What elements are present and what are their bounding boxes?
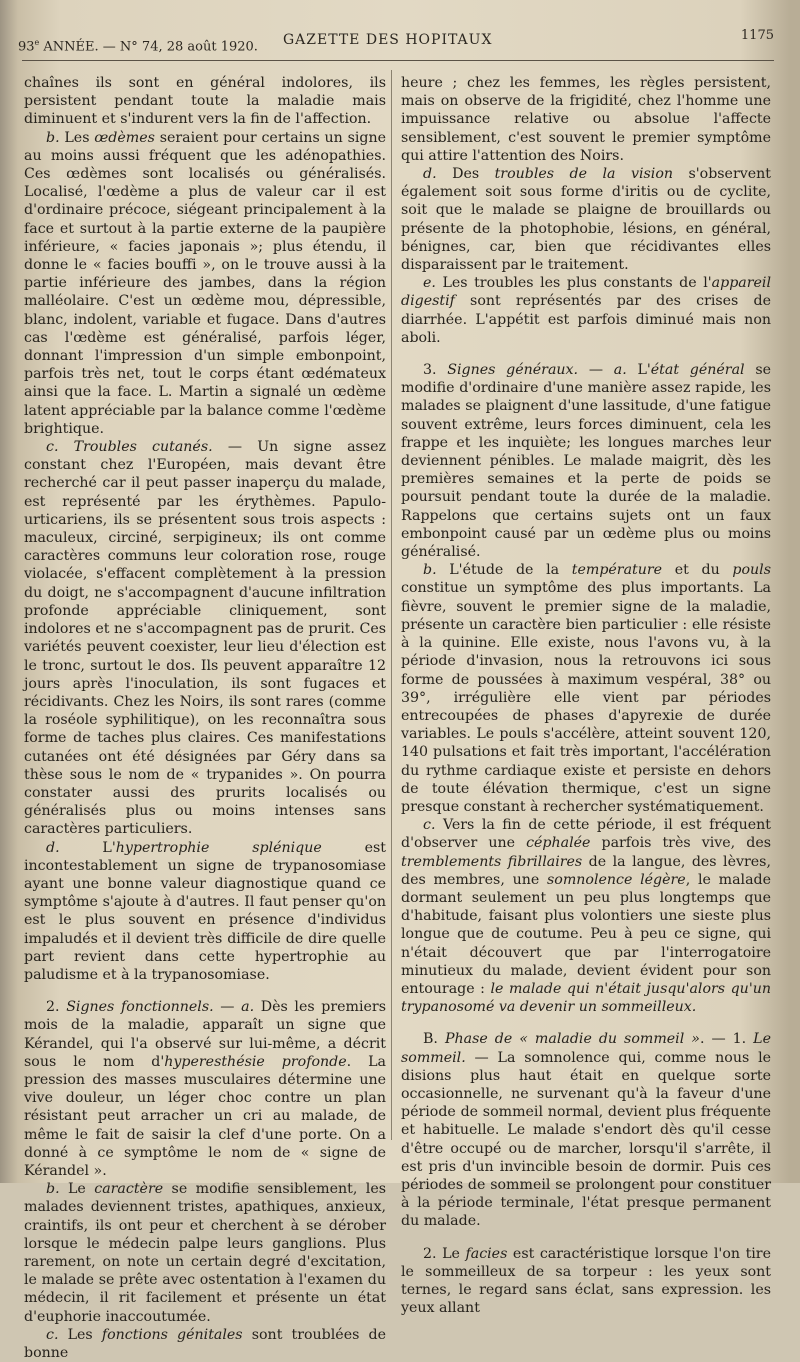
paragraph-r2: d. Des troubles de la vision s'observent également soit sous forme d'iritis ou de cyclite, soit que le malade se plaigne de brouillards ou présente de la photophobie, lésions, en général, bénignes, car, bien que récidivantes elles disparaissent par le traitement. — [401, 166, 771, 274]
paragraph-l3: c. Troubles cutanés. — Un signe assez constant chez l'Européen, mais devant être recherché car il peut passer inaperçu du malade, est représenté par les érythèmes. Papulo-urticariens, ils se présentent sous trois aspects : maculeux, circiné, serpigineux; ils ont comme caractères communs leur coloration rose, rouge violacée, s'effacent complètement à la pression du doigt, ne s'accompagnent d'aucune infiltration profonde appréciable cliniquement, sont indolores et ne s'accompagnent pas de prurit. Ces variétés peuvent coexister, leur lieu d'élection est le tronc, surtout le dos. Ils peuvent apparaître 12 jours après l'inoculation, ils sont fugaces et récidivants. Chez les Noirs, ils sont rares (comme la roséole syphilitique), on les reconnaîtra sous forme de taches plus claires. Ces manifestations cutanées ont été désignées par Géry dans sa thèse sous le nom de « trypanides ». On pourra constater aussi des prurits localisés ou généralisés plus ou moins intenses sans caractères particuliers. — [24, 439, 386, 838]
paragraph-r7: B. Phase de « maladie du sommeil ». — 1. Le sommeil. — La somnolence qui, comme nous le disions plus haut était en quelque sorte occasionnelle, ne survenant qu'à la faveur d'une période de sommeil normal, devient plus fréquente et habituelle. Le malade s'endort dès qu'il cesse d'être occupé ou de marcher, lorsqu'il s'arrête, il est pris d'un invincible besoin de dormir. Puis ces périodes de sommeil se prolongent pour constituer à la période terminale, l'état presque permanent du malade. — [401, 1031, 771, 1230]
journal-title: GAZETTE DES HOPITAUX — [283, 32, 493, 48]
left-column — [24, 74, 386, 1362]
issue-label: ANNÉE. — N° 74, 28 août 1920. — [39, 39, 258, 55]
paragraph-r3: e. Les troubles les plus constants de l'appareil digestif sont représentés par des crises de diarrhée. L'appétit est parfois diminué mais non aboli. — [401, 275, 771, 346]
paragraph-l7: c. Les fonctions génitales sont troublées de bonne — [24, 1326, 386, 1362]
paragraph-r1: heure ; chez les femmes, les règles persistent, mais on observe de la frigidité, chez l'homme une impuissance relative ou absolue l'affecte sensiblement, c'est souvent le premier symptôme qui attire l'attention des Noirs. — [401, 75, 771, 164]
paragraph-l5: 2. Signes fonctionnels. — a. Dès les premiers mois de la maladie, apparaît un signe que Kérandel, qui l'a observé sur lui-même, a décrit sous le nom d'hyperesthésie profonde. La pression des masses musculaires détermine une vive douleur, un léger choc contre un plan résistant peut arracher un cri au malade, de même le fait de saisir la clef d'une porte. On a donné à ce symptôme le nom de « signe de Kérandel ». — [24, 999, 386, 1179]
paragraph-l6: b. Le caractère se modifie sensiblement, les malades deviennent tristes, apathiques, anxieux, craintifs, ils ont peur et cherchent à se dérober lorsque le médecin palpe leurs ganglions. Plus rarement, on note un certain degré d'excitation, le malade se prête avec ostentation à l'examen du médecin, il rit facilement et présente un état d'euphorie inaccoutumée. — [24, 1181, 386, 1325]
paragraph-l4: d. L'hypertrophie splénique est incontestablement un signe de trypanosomiase ayant une bonne valeur diagnostique quand ce symptôme s'ajoute à d'autres. Il faut penser qu'on est le plus souvent en présence d'individus impaludés et il devient très difficile de dire quelle part revient dans cette hypertrophie au paludisme et à la trypanosomiase. — [24, 839, 386, 983]
paragraph-r6: c. Vers la fin de cette période, il est fréquent d'observer une céphalée parfois très vive, des tremblements fibrillaires de la langue, des lèvres, des membres, une somnolence légère, le malade dormant seulement un peu plus longtemps que d'habitude, faisant plus volontiers une sieste plus longue que de coutume. Peu à peu ce signe, qui n'était découvert que par l'interrogatoire minutieux du malade, devient évident pour son entourage : le malade qui n'était jusqu'alors qu'un trypanosomé va devenir un sommeilleux. — [401, 817, 772, 1016]
page-header — [18, 28, 778, 54]
paragraph-l1: chaînes ils sont en général indolores, ils persistent pendant toute la maladie mais diminuent et s'indurent vers la fin de l'affection. — [24, 75, 386, 128]
year-suffix: e — [34, 38, 40, 47]
paragraph-r5: b. L'étude de la température et du pouls constitue un symptôme des plus importants. La fièvre, souvent le premier signe de la maladie, présente un caractère bien particulier : elle résiste à la quinine. Elle existe, nous l'avons vu, à la période d'invasion, nous la retrouvons ici sous forme de poussées à maximum vespéral, 38° ou 39°, irrégulière elle vient par périodes entrecoupées de phases d'apyrexie de durée variables. Le pouls s'accélère, atteint souvent 120, 140 pulsations et fait très important, l'accélération du rythme cardiaque existe et persiste en dehors de toute élévation thermique, c'est un signe presque constant à rechercher systématiquement. — [401, 562, 771, 815]
paragraph-l2: b. Les œdèmes seraient pour certains un signe au moins aussi fréquent que les adénopathies. Ces œdèmes sont localisés ou généralisés. Localisé, l'œdème a plus de valeur car il est d'ordinaire précoce, siégeant principalement à la face et surtout à la partie externe de la paupière inférieure, « facies japonais »; plus étendu, il donne le « facies bouffi », on le trouve aussi à la partie inférieure des jambes, dans la région malléolaire. C'est un œdème mou, dépressible, blanc, indolent, variable et fugace. Dans d'autres cas l'œdème est généralisé, parfois léger, donnant l'impression d'un simple embonpoint, parfois très net, tout le corps étant œdémateux ainsi que la face. L. Martin a signalé un œdème latent appréciable par la balance comme l'œdème brightique. — [24, 129, 386, 437]
year-number: 93 — [18, 39, 35, 55]
issue-info — [18, 38, 258, 54]
page-number: 1175 — [740, 28, 774, 43]
column-divider — [391, 70, 392, 1140]
paragraph-r4: 3. Signes généraux. — a. L'état général se modifie d'ordinaire d'une manière assez rapide, les malades se plaignent d'une lassitude, d'une fatigue souvent extrême, leurs forces diminuent, cela les frappe et les inquiète; les longues marches leur deviennent pénibles. Le malade maigrit, dès les premières semaines et la perte de poids se poursuit pendant toute la durée de la maladie. Rappelons que certains sujets ont un faux embonpoint causé par un œdème plus ou moins généralisé. — [401, 362, 771, 561]
header-rule — [22, 60, 774, 61]
right-column — [401, 74, 772, 1317]
paragraph-r8: 2. Le facies est caractéristique lorsque l'on tire le sommeilleux de sa torpeur : les yeux sont ternes, le regard sans éclat, sans expression. les yeux allant — [401, 1245, 771, 1317]
